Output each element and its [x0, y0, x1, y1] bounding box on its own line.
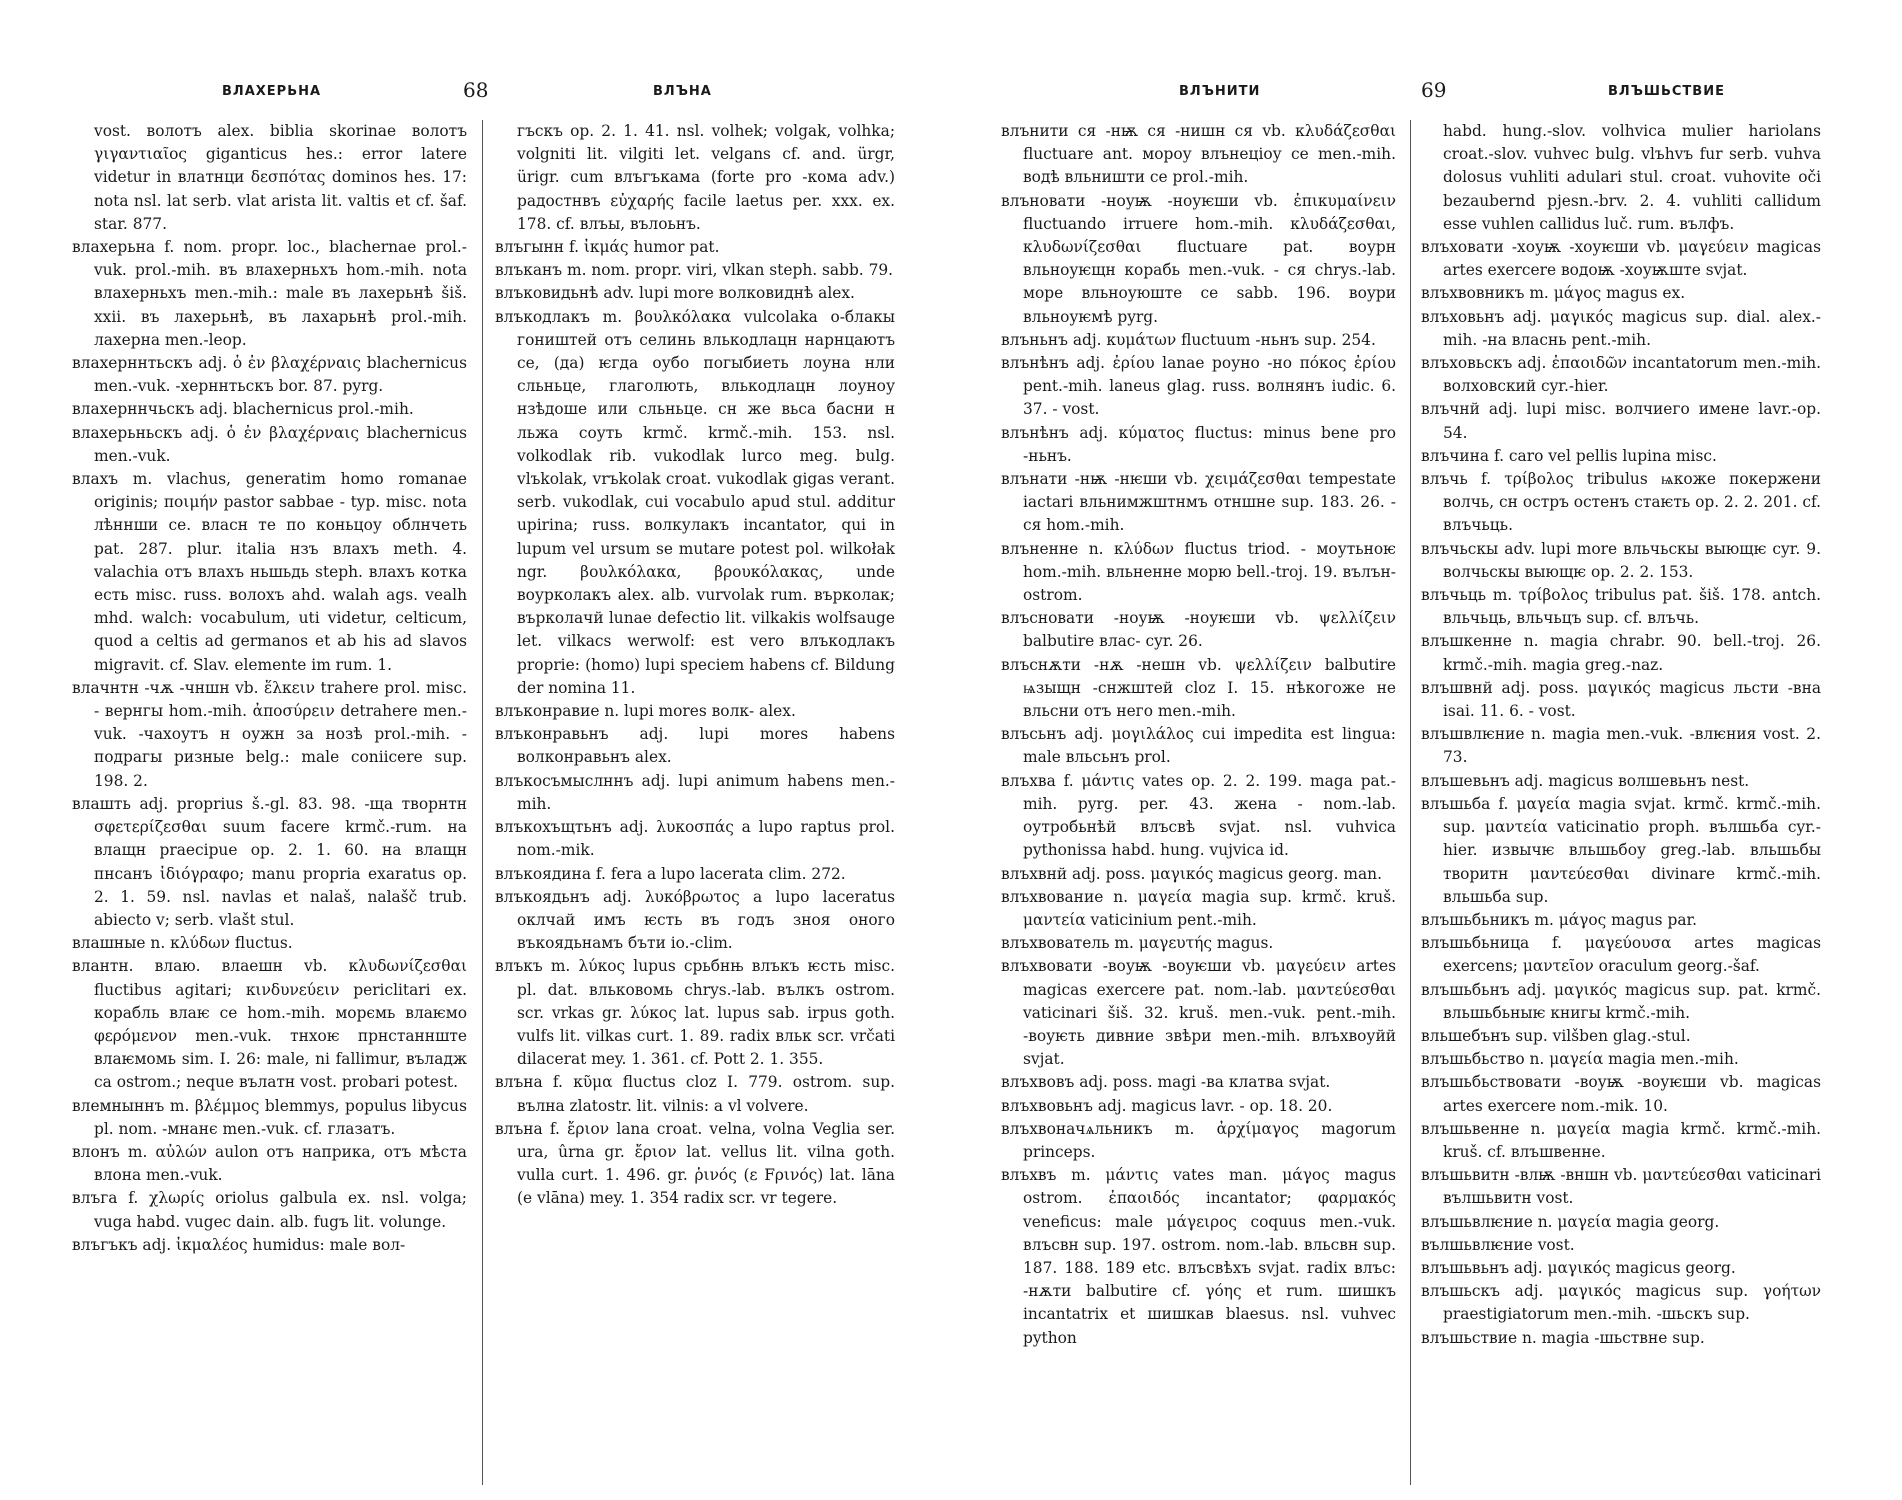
- dictionary-entry: влъшкенне n. magia chrabr. 90. bell.-troj. 26. krmč.-mih. magia greg.-naz.: [1421, 632, 1821, 674]
- dictionary-entry: влъкохъщтьнъ adj. λυκοσπάς a lupo raptus prol. nom.-mik.: [495, 818, 895, 860]
- dictionary-entry: влънѣнъ adj. κύματος fluctus: minus bene pro -ньнъ.: [1001, 423, 1396, 465]
- dictionary-entry: влънити ся -нѭ ся -нишн ся vb. κλυδάζεσθαι fluctuare ant. мороу влънеціоу се men.-mih. водѣ вльништи се prol.-mih.: [1001, 122, 1396, 187]
- dictionary-entry: влачнтн -чѫ -чншн vb. ἕλκειν trahere prol. misc. - вернгы hom.-mih. ἀποσύρειν detrahere men.-vuk. -чахоутъ н оужн за нозѣ prol.-mih. - подрагы ризные belg.: male coniicere sup. 198. 2.: [72, 678, 467, 790]
- dictionary-entry: habd. hung.-slov. volhvica mulier hariolans croat.-slov. vuhvec bulg. vlъhvъ fur serb. vuhva dolosus vuhliti adulari stul. croat. vuhovite oči bezaubernd pjesn.-brv. 2. 4. vuhliti callidum esse vuhlen callidus luč. rum. вълфъ.: [1443, 122, 1821, 233]
- page-number-left: 68: [463, 78, 489, 102]
- dictionary-entry: vost. волотъ alex. biblia skorinae волотъ γιγαντιαῖος giganticus hes.: error latere videtur in влатнци δεσπότας dominos hes. 17: nota nsl. lat serb. vlat arista lit. valtis et cf. šaf. star. 877.: [94, 122, 467, 233]
- dictionary-entry: влъхвование n. μαγεία magia sup. krmč. kruš. μαντεία vaticinium pent.-mih.: [1001, 887, 1396, 929]
- dictionary-entry: влашные n. κλύδων fluctus.: [72, 934, 293, 953]
- dictionary-entry: вльшебънъ sup. vilšben glag.-stul.: [1421, 1026, 1691, 1045]
- dictionary-entry: влъхвоначѧльникъ m. ἀρχίμαγος magorum princeps.: [1001, 1119, 1396, 1161]
- dictionary-entry: влъшьскъ adj. μαγικός magicus sup. γοήτων praestigiatorum men.-mih. -шьскъ sup.: [1421, 1282, 1821, 1324]
- right-page: [951, 0, 1902, 1500]
- dictionary-entry: влахерннтьскъ adj. ὁ ἐν βλαχέρναις blachernicus men.-vuk. -херннтьскъ bor. 87. pyrg.: [72, 354, 467, 396]
- dictionary-entry: влъшьвитн -влѭ -вншн vb. μαντεύεσθαι vaticinari вълшьвитн vost.: [1421, 1166, 1821, 1208]
- dictionary-entry: влъшьствие n. magia -шьствне sup.: [1421, 1328, 1705, 1347]
- column-left-1: [72, 120, 467, 1490]
- dictionary-entry: влъхвовникъ m. μάγος magus ex.: [1421, 284, 1686, 303]
- dictionary-entry: влъгынн f. ἰκμάς humor pat.: [495, 238, 720, 257]
- dictionary-entry: влъковидьнѣ adv. lupi more волковиднѣ alex.: [495, 284, 855, 303]
- dictionary-entry: влъшвлѥние n. magia men.-vuk. -влѥния vost. 2. 73.: [1421, 725, 1821, 767]
- dictionary-entry: вълшьвлѥние vost.: [1421, 1235, 1575, 1254]
- dictionary-entry: влъховьскъ adj. ἐπαοιδῶν incantatorum men.-mih. волховский cyr.-hier.: [1421, 354, 1821, 396]
- dictionary-entry: влахерннчьскъ adj. blachernicus prol.-mih.: [72, 400, 414, 419]
- dictionary-entry: влахерьна f. nom. propr. loc., blachernae prol.-vuk. prol.-mih. въ влахерньхъ hom.-mih. nota влахерньхъ men.-mih.: male въ лахерьнѣ šiš. xxii. въ лахерьнѣ, въ лахарьнѣ prol.-mih. лахерна men.-leop.: [72, 238, 467, 349]
- dictionary-entry: влъгъкъ adj. ἰκμαλέος humidus: male вол-: [72, 1235, 406, 1254]
- dictionary-entry: влъшьбьствовати -воуѭ -воуѥши vb. magicas artes exercere nom.-mik. 10.: [1421, 1073, 1821, 1115]
- left-running-head: ВЛАХЕРЬНА: [222, 84, 322, 99]
- dictionary-entry: влъкодлакъ m. βουλκόλακα vulcolaka o-блакы гоништей отъ селинь влькодлацн нарнцаютъ се, (да) ѥгда оубо погыбиеть лоуна нли сльньце, глаголють, влькодлацн лоуноу нзѣдоше или сльньце. сн же вьса басни н льжа соуть krmč. krmč.-mih. 153. nsl. volkodlak rib. vukodlak lurco meg. bulg. vlъkolak, vrъkolak croat. vukodlak gigas verant. serb. vukodlak, cui vocabulo apud stul. additur upirina; russ. волкулакъ incantator, qui in lupum vel ursum se mutare potest pol. wilkołak ngr. βουλκόλακα, βρουκόλακας, unde воурколакъ alex. alb. vurvolak rum. върколак; върколачй lunae defectio lit. vilkakis wolfsauge let. vilkacs werwolf: est vero влъкодлакъ proprie: (homo) lupi speciem habens cf. Bildung der nomina 11.: [495, 307, 895, 697]
- dictionary-entry: влашть adj. proprius š.-gl. 83. 98. -ща творнтн σφετερίζεσθαι suum facere krmč.-rum. на влащн praecipue op. 2. 1. 60. на влащн пнсанъ ἰδιόγραφο; manu propria exaratus op. 2. 1. 59. nsl. navlas et nalaš, nalašč trub. abiecto v; serb. vlašt stul.: [72, 794, 467, 929]
- dictionary-entry: влъсьнъ adj. μογιλάλος cui impedita est lingua: male вльсьнъ prol.: [1001, 725, 1396, 767]
- dictionary-entry: влъховьнъ adj. μαγικός magicus sup. dial. alex.-mih. -на власнь pent.-mih.: [1421, 307, 1821, 349]
- dictionary-entry: влъшьвлѥние n. μαγεία magia georg.: [1421, 1212, 1720, 1231]
- dictionary-entry: влънати -нѭ -нѥши vb. χειμάζεσθαι tempestate iactari вльнимжштнмъ отншне sup. 183. 26. - ся hom.-mih.: [1001, 470, 1396, 535]
- dictionary-entry: влъсновати -ноуѭ -ноуѥши vb. ψελλίζειν balbutire влас- cyr. 26.: [1001, 609, 1396, 651]
- dictionary-entry: влъньнъ adj. κυμάτων fluctuum -ньнъ sup. 254.: [1001, 330, 1376, 349]
- dictionary-entry: влъконравьнъ adj. lupi mores habens волконравьнъ alex.: [495, 725, 895, 767]
- dictionary-entry: влъхвовъ adj. poss. magi -ва клатва svjat.: [1001, 1073, 1331, 1092]
- column-divider: [482, 120, 483, 1485]
- dictionary-entry: влъснѫти -нѫ -нешн vb. ψελλίζειν balbutire ѩзыщн -снжштей cloz I. 15. нѣкогоже не вльсни отъ него men.-mih.: [1001, 655, 1396, 721]
- dictionary-entry: влъшьбьство n. μαγεία magia men.-mih.: [1421, 1050, 1739, 1069]
- column-left-2: [495, 120, 895, 1490]
- dictionary-entry: влъчнй adj. lupi misc. волчиего имене lavr.-op. 54.: [1421, 400, 1821, 442]
- dictionary-entry: влъчина f. caro vel pellis lupina misc.: [1421, 446, 1717, 465]
- dictionary-entry: влъхва f. μάντις vates op. 2. 2. 199. maga pat.-mih. pyrg. per. 43. жена - nom.-lab. оутробьнѣй влъсвѣ svjat. nsl. vuhvica pythonissa habd. hung. vujvica id.: [1001, 771, 1396, 860]
- right-running-head: ВЛЪНА: [653, 84, 712, 99]
- dictionary-entry: влъшьба f. μαγεία magia svjat. krmč. krmč.-mih. sup. μαντεία vaticinatio proph. вълшьба cyr.-hier. извычѥ вльшьбоу greg.-lab. вльшьбы творитн μαντεύεσθαι divinare krmč.-mih. вльшьба sup.: [1421, 794, 1821, 906]
- dictionary-entry: влъшьбьникъ m. μάγος magus par.: [1421, 910, 1698, 929]
- dictionary-entry: влъненне n. κλύδων fluctus triod. - моутьноѥ hom.-mih. вльненне морю bell.-troj. 19. вълън- ostrom.: [1001, 539, 1396, 605]
- dictionary-entry: влахерьньскъ adj. ὁ ἐν βλαχέρναις blachernicus men.-vuk.: [72, 423, 467, 465]
- dictionary-entry: влъчь f. τρίβολος tribulus ѩкоже покержени волчь, сн остръ остенъ стаѥть op. 2. 2. 201. cf. влъчьць.: [1421, 470, 1821, 535]
- dictionary-entry: влъшьбьница f. μαγεύουσα artes magicas exercens; μαντεῖον oraculum georg.-šaf.: [1421, 934, 1821, 976]
- dictionary-entry: влъшьбьнъ adj. μαγικός magicus sup. pat. krmč. вльшьбьныѥ книгы krmč.-mih.: [1421, 980, 1821, 1022]
- dictionary-entry: гъскъ op. 2. 1. 41. nsl. volhek; volgak, volhka; volgniti lit. vilgiti let. velgans cf. and. ürgr, ürigr. cum влъгъкама (forte pro -кома adv.) радостнвъ εὐχαρής facile laetus per. xxx. ex. 178. cf. влъы, вълоьнъ.: [517, 122, 895, 233]
- right-running-head: ВЛЪШЬСТВИЕ: [1608, 84, 1725, 99]
- dictionary-entry: влантн. влаю. влаешн vb. κλυδωνίζεσθαι fluctibus agitari; κινδυνεύειν periclitari ex. корабль влаѥ се hom.-mih. морємь влаѥмо φερόμενον men.-vuk. тнхоѥ прнстаннште влаѥмомь sim. I. 26: male, ni fallimur, въладж са ostrom.; neque вълатн vost. probari potest.: [72, 957, 467, 1092]
- dictionary-entry: влъчьскы adv. lupi more вльчьскы выющѥ cyr. 9. волчьскы выющѥ op. 2. 2. 153.: [1421, 539, 1821, 581]
- dictionary-entry: влъшьвьнъ adj. μαγικός magicus georg.: [1421, 1258, 1736, 1277]
- dictionary-entry: влъконравие n. lupi mores волк- alex.: [495, 702, 796, 721]
- dictionary-entry: влъхвнй adj. poss. μαγικός magicus georg. man.: [1001, 864, 1382, 883]
- column-right-1: [1001, 120, 1396, 1490]
- dictionary-entry: влъшевьнъ adj. magicus волшевьнъ nest.: [1421, 771, 1750, 790]
- column-divider: [1410, 120, 1411, 1485]
- page-number-right: 69: [1421, 78, 1447, 102]
- dictionary-entry: влъхвовьнъ adj. magicus lavr. - op. 18. 20.: [1001, 1096, 1333, 1115]
- dictionary-entry: влъкоядьнъ adj. λυκόβρωτος a lupo laceratus оклчай имъ ѥсть въ годъ зноя оного въкоядьнамъ бъти io.-clim.: [495, 887, 895, 953]
- dictionary-entry: влъканъ m. nom. propr. viri, vlkan steph. sabb. 79.: [495, 261, 894, 280]
- dictionary-entry: влъшвнй adj. poss. μαγικός magicus льсти -вна isai. 11. 6. - vost.: [1421, 678, 1821, 721]
- dictionary-entry: влъна f. ἔριον lana croat. velna, volna Veglia ser. ura, ûrna gr. ἔριον lat. vellus lit. vilna goth. vulla curt. 1. 496. gr. ῥινός (ε Fρινός) lat. lāna (e vlāna) mey. 1. 354 radix scr. vr tegere.: [495, 1119, 895, 1208]
- dictionary-entry: влъкосъмыслннъ adj. lupi animum habens men.-mih.: [495, 771, 895, 813]
- dictionary-entry: влъновати -ноуѭ -ноуѥши vb. ἐπικυμαίνειν fluctuando irruere hom.-mih. κλυδάζεσθαι, κλυδωνίζεσθαι fluctuare pat. воурн вльноуѥщн корабь men.-vuk. - ся chrys.-lab. море вльноуюште се sabb. 196. воури вльноуѥмѣ pyrg.: [1001, 191, 1396, 326]
- dictionary-entry: влъна f. κῦμα fluctus cloz I. 779. ostrom. sup. вълна zlatostr. lit. vilnis: a vl volvere.: [495, 1073, 895, 1115]
- dictionary-entry: влъхвователь m. μαγευτής magus.: [1001, 934, 1274, 953]
- dictionary-entry: влъга f. χλωρίς oriolus galbula ex. nsl. volga; vuga habd. vugec dain. alb. fugъ lit. volunge.: [72, 1189, 467, 1231]
- dictionary-entry: влънѣнъ adj. ἐρίου lanae роуно -но πόκος ἐρίου pent.-mih. laneus glag. russ. волнянъ iudic. 6. 37. - vost.: [1001, 354, 1396, 419]
- dictionary-entry: влемныннъ m. βλέμμος blemmys, populus libycus pl. nom. -мнанє men.-vuk. cf. глазатъ.: [72, 1096, 467, 1138]
- dictionary-entry: влонъ m. αὐλών aulon отъ наприка, отъ мѣста влона men.-vuk.: [72, 1142, 467, 1185]
- dictionary-entry: влъчьць m. τρίβολος tribulus pat. šiš. 178. antch. вльчьць, вльчьцъ sup. cf. влъчь.: [1421, 586, 1821, 628]
- dictionary-entry: влъхвовати -воуѭ -воуѥши vb. μαγεύειν artes magicas exercere pat. nom.-lab. μαντεύεσθαι vaticinari šiš. 32. kruš. men.-vuk. pent.-mih. -воуѥть дивние звѣри men.-mih. влъхвоуйй svjat.: [1001, 957, 1396, 1069]
- dictionary-entry: влъкъ m. λύκος lupus срьбнњ влъкъ ѥсть misc. pl. dat. вльковомь chrys.-lab. вълкъ ostrom. scr. vrkas gr. λύκος lat. lupus sab. irpus goth. vulfs lit. vilkas curt. 1. 89. radix вльк scr. vrčati dilacerat mey. 1. 361. cf. Pott 2. 1. 355.: [495, 957, 895, 1069]
- column-right-2: [1421, 120, 1821, 1490]
- dictionary-entry: влъховати -хоуѭ -хоуѥши vb. μαγεύειν magicas artes exercere водоѭ -хоуѭште svjat.: [1421, 238, 1821, 280]
- dictionary-entry: влахъ m. vlachus, generatim homo romanae originis; ποιμήν pastor sabbae - typ. misc. nota лѣннши се. власн те по коньцоу облнчеть pat. 287. plur. italia нзъ влахъ meth. 4. valachia отъ влахъ ньшьдь steph. влахъ котка есть misc. russ. волохъ ahd. walah ags. vealh mhd. walch: vocabulum, uti videtur, celticum, quod a celtis ad germanos et ab his ad slavos migravit. cf. Slav. elemente im rum. 1.: [72, 470, 467, 674]
- dictionary-entry: влъшьвенне n. μαγεία magia krmč. krmč.-mih. kruš. cf. влъшвенне.: [1421, 1119, 1821, 1161]
- left-running-head: ВЛЪНИТИ: [1179, 84, 1261, 99]
- dictionary-entry: влъкоядина f. fera a lupo lacerata clim. 272.: [495, 864, 846, 883]
- dictionary-entry: влъхвъ m. μάντις vates man. μάγος magus ostrom. ἐπαοιδός incantator; φαρμακός veneficus: male μάγειρος coquus men.-vuk. влъсвн sup. 197. ostrom. nom.-lab. вльсвн sup. 187. 188. 189 etc. влъсвѣхъ svjat. radix влъс: -нѫти balbutire cf. γόης et rum. шишкъ incantatrix et шишкав blaesus. nsl. vuhvec python: [1001, 1166, 1396, 1347]
